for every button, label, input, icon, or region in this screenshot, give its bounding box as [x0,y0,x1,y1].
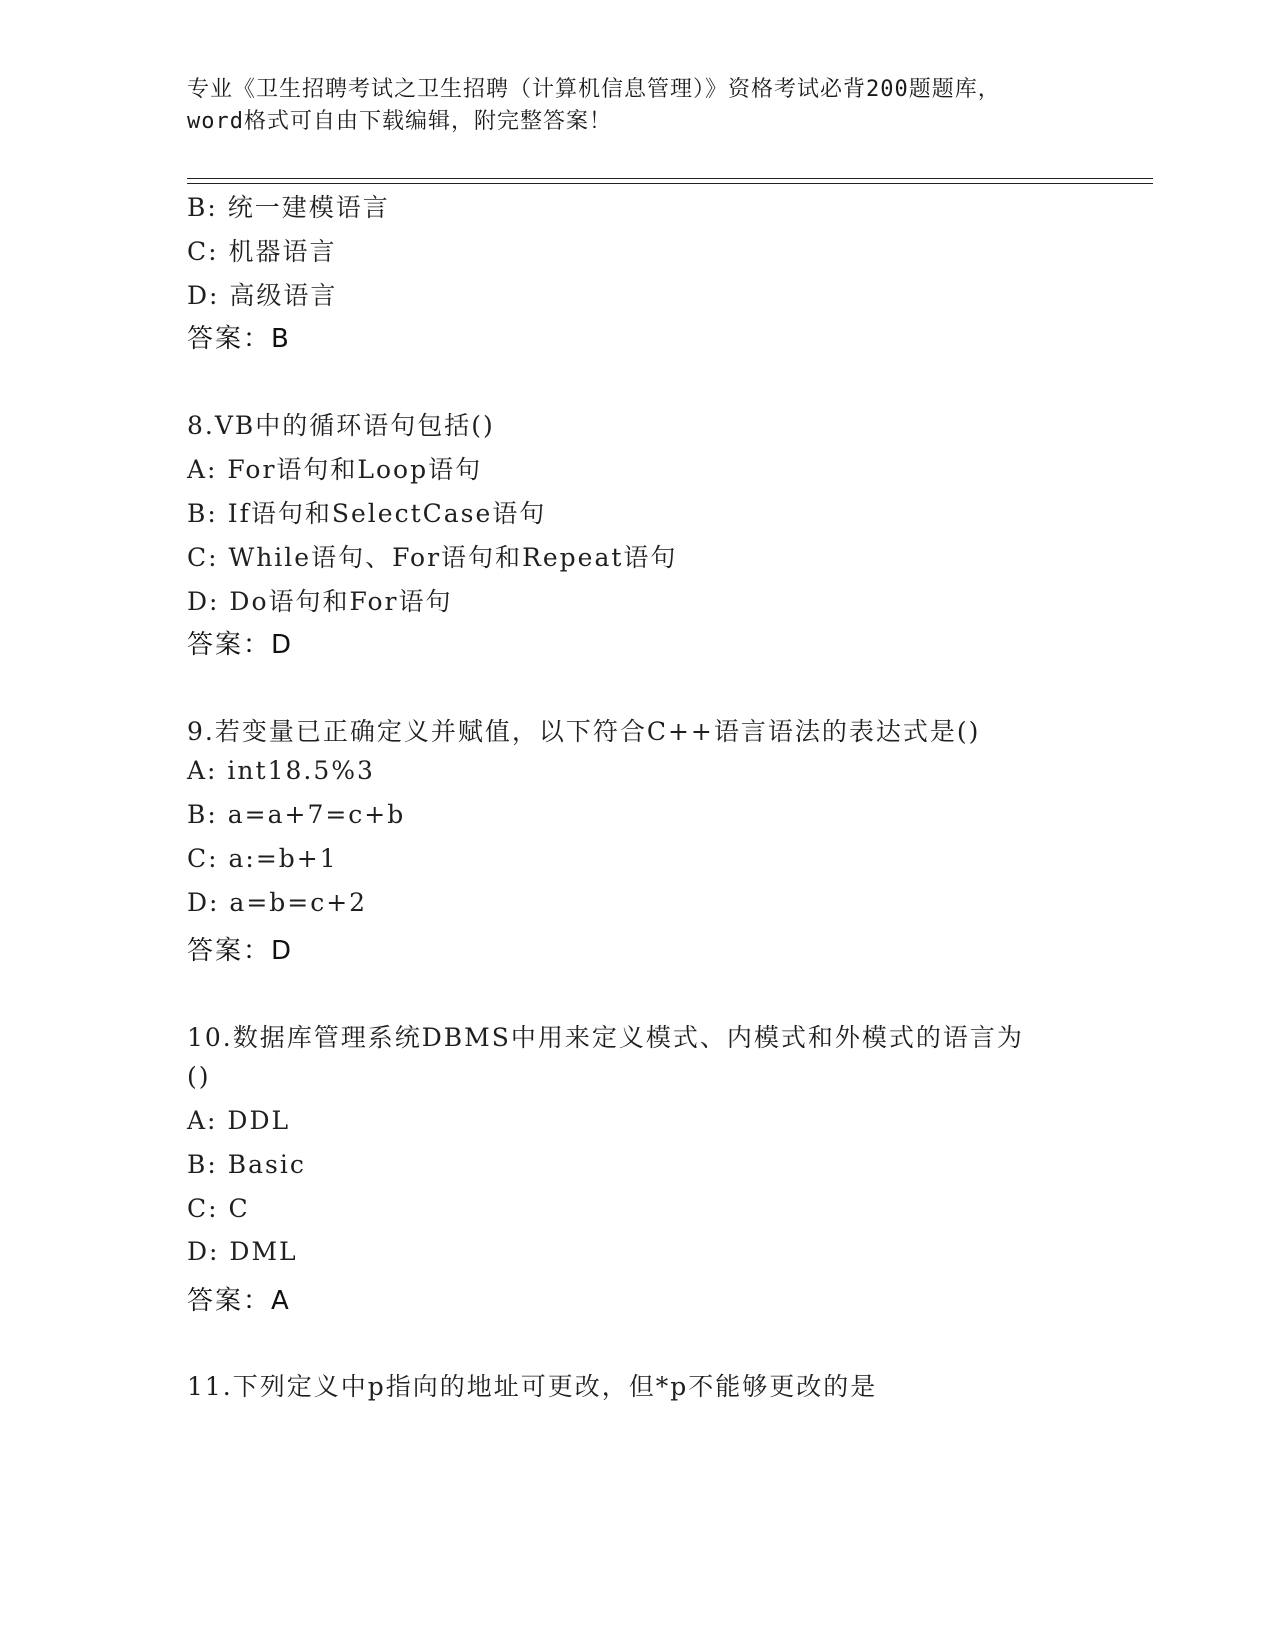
question-text-line-1: 10.数据库管理系统DBMS中用来定义模式、内模式和外模式的语言为 [187,1023,1024,1052]
answer-line: 答案：D [187,936,294,966]
question-text: 8.VB中的循环语句包括() [187,411,495,440]
option-b: B: a=a+7=c+b [187,800,406,829]
header-line-1: 专业《卫生招聘考试之卫生招聘（计算机信息管理）》资格考试必背200题题库， [187,77,1001,102]
option-b: B: If语句和SelectCase语句 [187,499,547,528]
option-d: D: DML [187,1237,298,1266]
option-d: D: 高级语言 [187,281,338,310]
header-line-2: word格式可自由下载编辑，附完整答案！ [187,109,612,134]
option-a: A: DDL [187,1106,291,1135]
answer-line: 答案：D [187,630,294,660]
option-c: C: a:=b+1 [187,844,338,873]
header-divider-bottom [187,183,1153,184]
option-b: B: 统一建模语言 [187,193,390,222]
question-text: 9.若变量已正确定义并赋值，以下符合C++语言语法的表达式是() [187,717,981,746]
option-c: C: While语句、For语句和Repeat语句 [187,543,678,572]
header-divider-top [187,178,1153,179]
option-d: D: a=b=c+2 [187,888,368,917]
option-a: A: For语句和Loop语句 [187,455,483,484]
option-b: B: Basic [187,1150,306,1179]
document-header [187,74,1087,138]
answer-line: 答案：B [187,324,291,354]
answer-line: 答案：A [187,1286,291,1316]
option-d: D: Do语句和For语句 [187,587,453,616]
question-text: 11.下列定义中p指向的地址可更改，但*p不能够更改的是 [187,1372,878,1401]
option-c: C: 机器语言 [187,237,337,266]
option-c: C: C [187,1194,250,1223]
question-text-line-2: () [187,1062,211,1091]
option-a: A: int18.5%3 [187,756,375,785]
